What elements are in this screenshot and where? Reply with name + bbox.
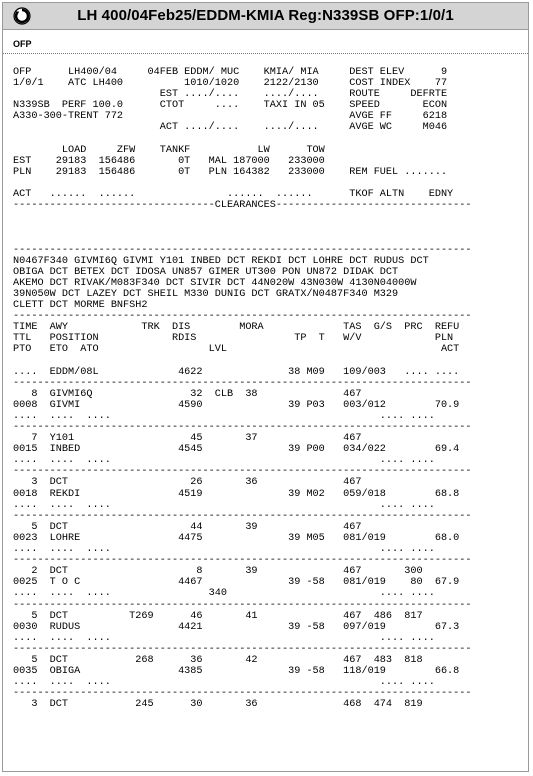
ofp-line: .... .... .... .... ....: [13, 499, 435, 511]
ofp-line: .... EDDM/08L 4622 38 M09 109/003 .... ....: [13, 366, 460, 378]
tab-bar: [3, 31, 528, 53]
ofp-line: TIME AWY TRK DIS MORA TAS G/S PRC REFU: [13, 322, 460, 334]
ofp-divider-line: ---------------------------------------------------------------------------: [13, 311, 472, 323]
ofp-line: 0030 RUDUS 4421 39 -58 097/019 67.3: [13, 621, 460, 633]
ofp-line: .... .... .... .... ....: [13, 410, 435, 422]
ofp-line: OFP LH400/04 04FEB EDDM/ MUC KMIA/ MIA DEST ELEV 9: [13, 67, 448, 78]
ofp-line: N339SB PERF 100.0 CTOT .... TAXI IN 05 SPEED ECON: [13, 100, 448, 112]
ofp-line: N0467F340 GIVMI6Q GIVMI Y101 INBED DCT REKDI DCT LOHRE DCT RUDUS DCT: [13, 255, 429, 267]
ofp-divider-line: ---------------------------------------------------------------------------: [13, 466, 472, 478]
ofp-line: 5 DCT 44 39 467: [13, 521, 362, 533]
ofp-line: 2 DCT 8 39 467 300: [13, 566, 423, 578]
ofp-line: 0035 OBIGA 4385 39 -58 118/019 66.8: [13, 666, 460, 678]
ofp-line: 5 DCT 268 36 42 467 483 818: [13, 654, 423, 666]
ofp-divider-line: ---------------------------------------------------------------------------: [13, 244, 472, 256]
ofp-line: 0023 LOHRE 4475 39 M05 081/019 68.0: [13, 532, 460, 544]
ofp-line: 0015 INBED 4545 39 P00 034/022 69.4: [13, 444, 460, 456]
ofp-line: ACT ..../.... ..../.... AVGE WC M046: [13, 122, 448, 134]
tab-divider: [3, 53, 528, 54]
ofp-line: .... .... .... .... ....: [13, 677, 435, 689]
ofp-line: ACT ...... ...... ...... ...... TKOF ALTN EDNY: [13, 189, 454, 201]
ofp-line: TTL POSITION RDIS TP T W/V PLN: [13, 333, 454, 345]
title-bar: [3, 3, 528, 30]
ofp-line: 8 GIVMI6Q 32 CLB 38 467: [13, 388, 362, 400]
ofp-line: .... .... .... 340 .... ....: [13, 588, 435, 600]
ofp-line: 3 DCT 245 30 36 468 474 819: [13, 699, 423, 711]
ofp-line: 0025 T O C 4467 39 -58 081/019 80 67.9: [13, 577, 460, 589]
ofp-document-body: [13, 67, 472, 710]
ofp-line: A330-300-TRENT 772 AVGE FF 6218: [13, 111, 448, 123]
ofp-divider-line: ---------------------------------CLEARANCES--------------------------------: [13, 200, 472, 212]
ofp-divider-line: ---------------------------------------------------------------------------: [13, 422, 472, 433]
ofp-line: AKEMO DCT RIVAK/M083F340 DCT SIVIR DCT 44N020W 43N030W 4130N04000W: [13, 277, 417, 289]
tab-ofp[interactable]: OFP: [13, 39, 32, 49]
ofp-line: 0018 REKDI 4519 39 M02 059/018 68.8: [13, 488, 460, 500]
ofp-line: EST 29183 156486 0T MAL 187000 233000: [13, 155, 325, 167]
ofp-line: 0008 GIVMI 4590 39 P03 003/012 70.9: [13, 399, 460, 411]
ofp-divider-line: ---------------------------------------------------------------------------: [13, 377, 472, 389]
ofp-divider-line: ---------------------------------------------------------------------------: [13, 643, 472, 655]
ofp-line: EST ..../.... ..../.... ROUTE DEFRTE: [13, 89, 448, 101]
ofp-divider-line: ---------------------------------------------------------------------------: [13, 688, 472, 700]
ofp-divider-line: ---------------------------------------------------------------------------: [13, 599, 472, 611]
ofp-line: 7 Y101 45 37 467: [13, 433, 362, 445]
ofp-line: 39N050W DCT LAZEY DCT SHEIL M330 DUNIG DCT GRATX/N0487F340 M329: [13, 288, 399, 300]
ofp-line: .... .... .... .... ....: [13, 544, 435, 556]
ofp-line: 5 DCT T269 46 41 467 486 817: [13, 610, 423, 622]
ofp-line: CLETT DCT MORME BNFSH2: [13, 299, 148, 311]
ofp-line: PTO ETO ATO LVL ACT: [13, 344, 460, 356]
window-title: LH 400/04Feb25/EDDM-KMIA Reg:N339SB OFP:1/0/1: [77, 7, 454, 24]
ofp-line: LOAD ZFW TANKF LW TOW: [13, 144, 325, 156]
ofp-window: [2, 2, 529, 772]
ofp-line: OBIGA DCT BETEX DCT IDOSA UN857 GIMER UT300 PON UN872 DIDAK DCT: [13, 266, 399, 278]
ofp-line: 1/0/1 ATC LH400 1010/1020 2122/2130 COST INDEX 77: [13, 78, 448, 90]
ofp-line: .... .... .... .... ....: [13, 632, 435, 644]
ofp-divider-line: ---------------------------------------------------------------------------: [13, 510, 472, 522]
ofp-line: PLN 29183 156486 0T PLN 164382 233000 REM FUEL .......: [13, 166, 448, 178]
ofp-line: .... .... .... .... ....: [13, 455, 435, 467]
ofp-divider-line: ---------------------------------------------------------------------------: [13, 555, 472, 567]
ofp-line: 3 DCT 26 36 467: [13, 477, 362, 489]
